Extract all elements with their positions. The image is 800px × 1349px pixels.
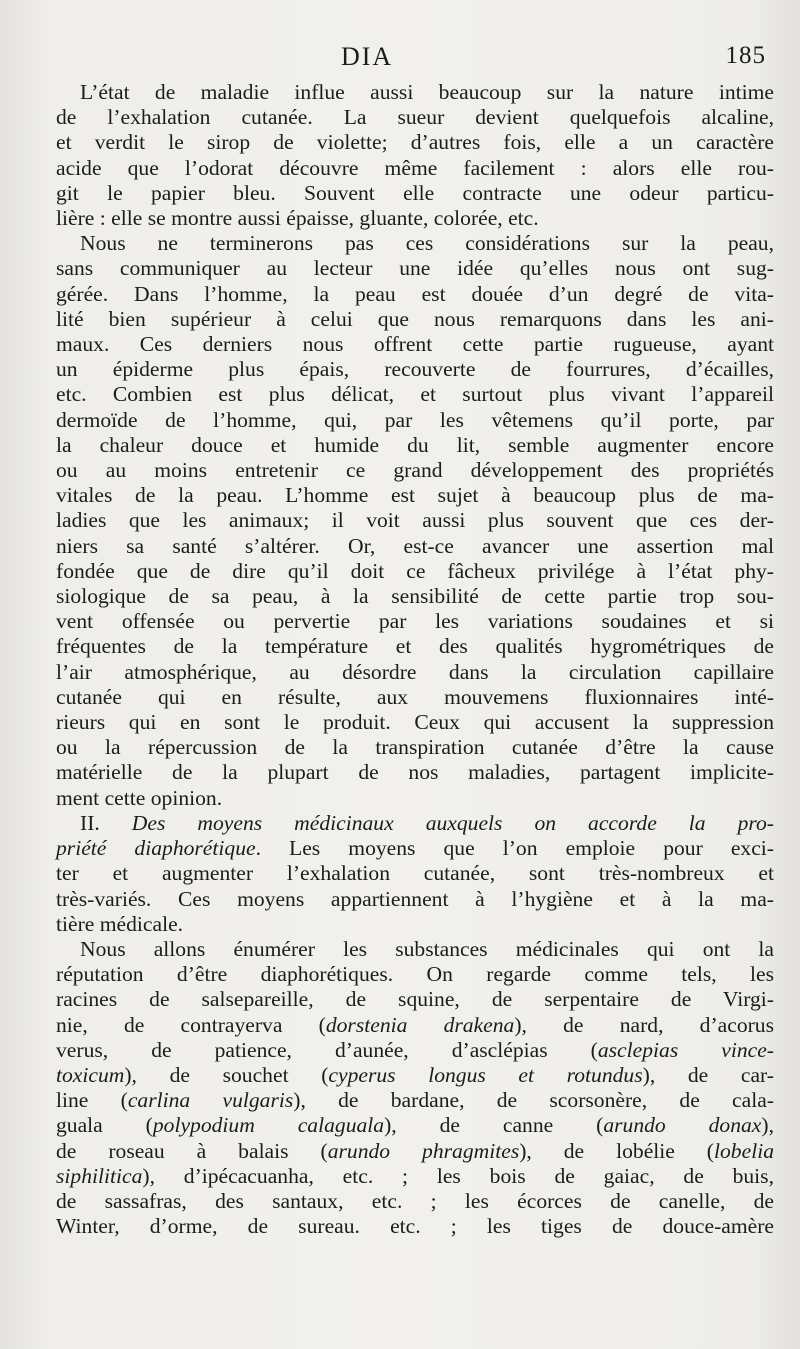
text-line: gérée. Dans l’homme, la peau est douée d’un degré de vita- — [56, 281, 774, 306]
text-line: de sassafras, des santaux, etc. ; les écorces de canelle, de — [56, 1188, 774, 1213]
text-line: racines de salsepareille, de squine, de serpentaire de Virgi- — [56, 987, 774, 1012]
text-line: toxicum), de souchet (cyperus longus et rotundus), de car- — [56, 1062, 775, 1087]
text-line: ou au moins entretenir ce grand développement des propriétés — [56, 458, 774, 483]
text-line: guala (polypodium calaguala), de canne (arundo donax), — [56, 1113, 774, 1138]
text-line: priété diaphorétique. Les moyens que l’on emploie pour exci- — [56, 836, 774, 861]
text-line: ou la répercussion de la transpiration cutanée d’être la cause — [56, 735, 774, 760]
text-line: matérielle de la plupart de nos maladies, partagent implicite- — [56, 760, 774, 785]
text-line: L’état de maladie influe aussi beaucoup sur la nature intime — [80, 80, 774, 104]
text-line: ment cette opinion. — [56, 785, 223, 810]
text-line: très-variés. Ces moyens appartiennent à l’hygiène et à la ma- — [56, 886, 774, 911]
text-line: et verdit le sirop de violette; d’autres fois, elle a un caractère — [56, 130, 774, 155]
text-line: siologique de sa peau, à la sensibilité de cette partie trop sou- — [56, 584, 774, 609]
text-line: line (carlina vulgaris), de bardane, de scorsonère, de cala- — [56, 1088, 774, 1113]
text-line: cutanée qui en résulte, aux mouvemens fluxionnaires inté- — [56, 684, 774, 709]
text-line: la chaleur douce et humide du lit, semble augmenter encore — [56, 432, 774, 457]
text-line: nie, de contrayerva (dorstenia drakena), de nard, d’acorus — [56, 1012, 775, 1037]
text-line: rieurs qui en sont le produit. Ceux qui accusent la suppression — [56, 710, 774, 735]
text-line: fréquentes de la température et des qualités hygrométriques de — [56, 634, 774, 659]
text-line: ter et augmenter l’exhalation cutanée, sont très-nombreux et — [56, 861, 774, 886]
page-number: 185 — [725, 42, 766, 69]
text-line: vitales de la peau. L’homme est sujet à beaucoup plus de ma- — [56, 483, 774, 508]
text-line: Nous allons énumérer les substances médicinales qui ont la — [80, 936, 774, 961]
text-line: fondée que de dire qu’il doit ce fâcheux privilége à l’état phy- — [56, 558, 774, 583]
text-line: ladies que les animaux; il voit aussi plus souvent que ces der- — [56, 508, 774, 533]
body-text — [56, 80, 774, 1239]
text-line: etc. Combien est plus délicat, et surtout plus vivant l’appareil — [56, 382, 774, 407]
text-line: II. Des moyens médicinaux auxquels on accorde la pro- — [80, 810, 774, 835]
text-line: git le papier bleu. Souvent elle contracte une odeur particu- — [56, 180, 774, 205]
text-line: dermoïde de l’homme, qui, par les vêtemens qu’il porte, par — [56, 407, 774, 432]
text-line: de roseau à balais (arundo phragmites), de lobélie (lobelia — [56, 1138, 774, 1163]
text-line: verus, de patience, d’aunée, d’asclépias (asclepias vince- — [56, 1037, 774, 1062]
running-title: DIA — [341, 42, 394, 71]
text-line: lière : elle se montre aussi épaisse, gluante, colorée, etc. — [56, 206, 539, 231]
text-line: un épiderme plus épais, recouverte de fourrures, d’écailles, — [56, 357, 774, 382]
running-head — [56, 38, 776, 80]
text-line: Nous ne terminerons pas ces considérations sur la peau, — [80, 231, 774, 256]
text-line: l’air atmosphérique, au désordre dans la circulation capillaire — [56, 659, 774, 684]
text-line: maux. Ces derniers nous offrent cette partie rugueuse, ayant — [56, 332, 774, 357]
text-line: lité bien supérieur à celui que nous remarquons dans les ani- — [56, 306, 774, 331]
text-line: acide que l’odorat découvre même facilement : alors elle rou- — [56, 155, 774, 180]
text-line: siphilitica), d’ipécacuanha, etc. ; les bois de gaiac, de buis, — [56, 1163, 774, 1188]
text-line: Winter, d’orme, de sureau. etc. ; les tiges de douce-amère — [56, 1214, 774, 1239]
text-line: réputation d’être diaphorétiques. On regarde comme tels, les — [56, 962, 774, 987]
text-line: vent offensée ou pervertie par les variations soudaines et si — [56, 609, 774, 634]
text-line: de l’exhalation cutanée. La sueur devient quelquefois alcaline, — [56, 105, 774, 130]
text-line: sans communiquer au lecteur une idée qu’elles nous ont sug- — [56, 256, 774, 281]
text-line: tière médicale. — [56, 911, 184, 936]
text-line: niers sa santé s’altérer. Or, est-ce avancer une assertion mal — [56, 533, 774, 558]
